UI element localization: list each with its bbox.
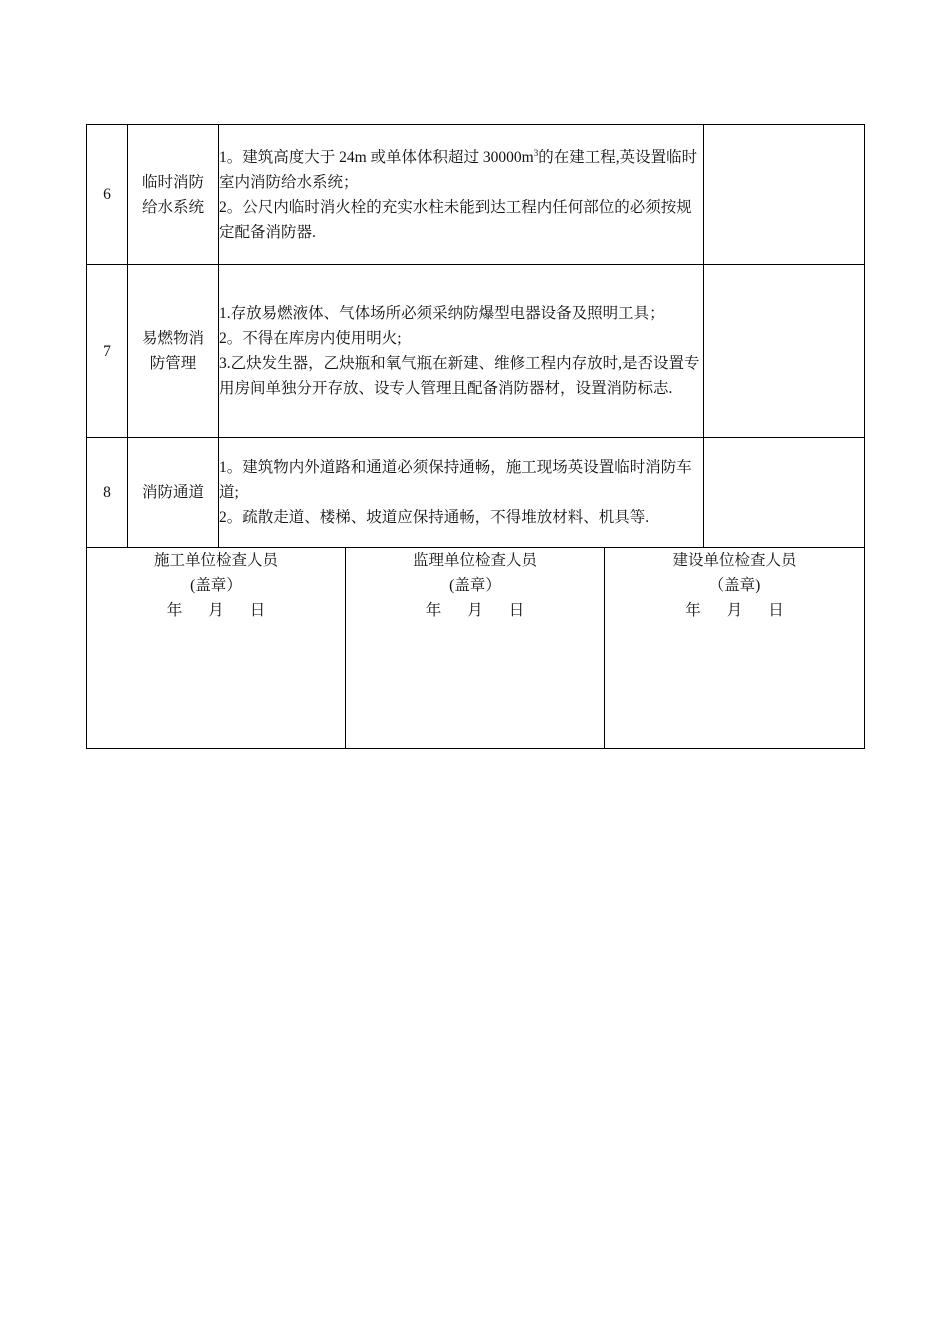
date-line [88,598,344,623]
month-label: 月 [467,602,483,619]
item-name [128,125,219,265]
seal-label: （盖章) [708,577,761,594]
signature-cell-construction [87,547,346,749]
year-label: 年 [425,602,442,619]
year-label: 年 [685,602,701,619]
row-number: 8 [87,438,128,548]
item-requirements [219,265,704,438]
signature-cell-supervision [346,547,605,749]
date-line [606,598,863,623]
item-name-line: 易燃物消 [141,330,204,347]
requirement-2: 2。不得在库房内使用明火; [219,330,402,347]
signature-row [87,547,865,749]
day-label: 日 [249,602,266,619]
requirement-1: 1。建筑物内外道路和通道必须保持通畅，施工现场英设置临时消防车道; [219,459,692,501]
requirement-2: 2。公尺内临时消火栓的充实水柱未能到达工程内任何部位的必须按规定配备消防器. [219,198,692,241]
item-name-line: 给水系统 [141,198,204,216]
check-result-cell [704,438,865,548]
seal-label: (盖章） [190,577,242,594]
inspection-table [86,124,865,548]
month-label: 月 [208,602,224,619]
item-name [128,265,219,438]
day-label: 日 [768,602,784,619]
table-row [87,265,865,438]
signature-cell-owner [605,547,865,749]
requirement-1 [219,145,703,195]
row-number: 6 [87,125,128,265]
signer-title: 施工单位检查人员 [153,552,278,569]
signer-title: 监理单位检查人员 [412,552,537,569]
item-name-line: 临时消防 [141,173,204,191]
requirement-2: 2。疏散走道、楼梯、坡道应保持通畅，不得堆放材料、机具等. [219,509,650,526]
check-result-cell [704,125,865,265]
requirement-text: 的在建工程,英设置临时室内消防给水系统； [219,148,698,191]
item-name [128,438,219,548]
requirement-text: 1。建筑高度大于 24m 或单体体积超过 30000m [219,148,534,166]
superscript: 3 [533,147,539,158]
item-requirements [219,125,704,265]
signer-title: 建设单位检查人员 [672,552,797,569]
item-name-line: 防管理 [149,355,197,372]
requirement-3: 3.乙炔发生器，乙炔瓶和氧气瓶在新建、维修工程内存放时,是否设置专用房间单独分开存放、设专人管理且配备消防器材，设置消防标志. [219,355,700,397]
date-line [347,598,603,623]
day-label: 日 [508,602,525,619]
item-name-line: 消防通道 [141,484,204,501]
signature-table [86,547,865,749]
year-label: 年 [166,602,183,619]
requirement-1: 1.存放易燃液体、气体场所必须采纳防爆型电器设备及照明工具； [219,305,665,322]
row-number: 7 [87,265,128,438]
table-row [87,125,865,265]
seal-label: (盖章） [449,577,501,594]
month-label: 月 [726,602,743,619]
item-requirements [219,438,704,548]
table-row [87,438,865,548]
check-result-cell [704,265,865,438]
